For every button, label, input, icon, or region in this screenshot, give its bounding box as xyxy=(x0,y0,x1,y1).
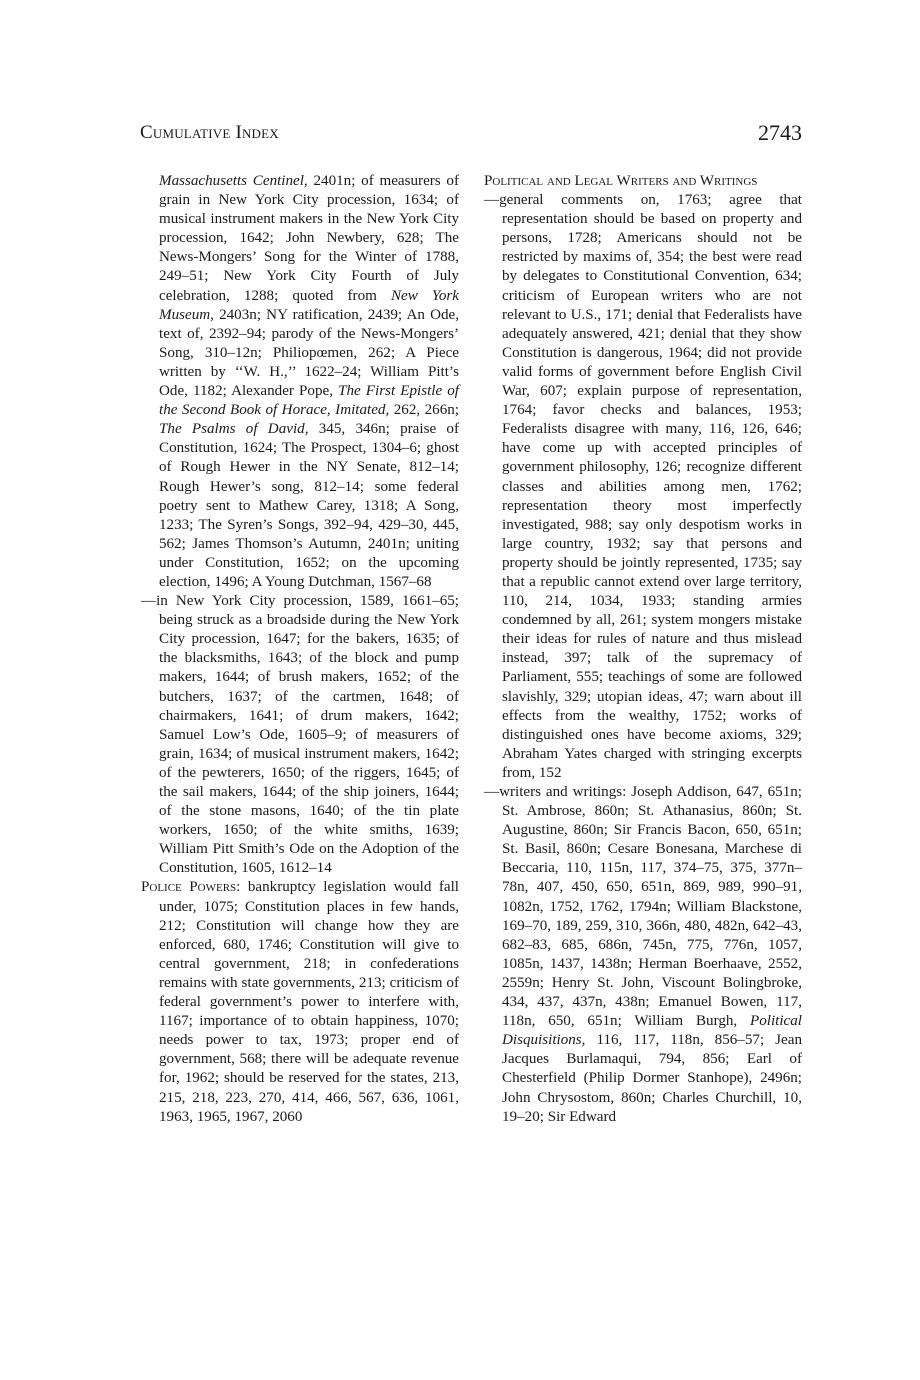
left-column xyxy=(141,172,459,1127)
italic-title: The Psalms of David, xyxy=(159,421,309,438)
italic-title: New York Museum, xyxy=(159,287,459,323)
entry-text: 345, 346n; praise of Constitution, 1624; The Prospect, 1304–6; ghost of Rough Hewer in the NY Senate, 812–14; Rough Hewer’s song, 812–14; some federal poetry sent to Mathew Carey, 1318; A Song, 1233; The Syren’s Songs, 392–94, 429–30, 445, 562; James Thomson’s Autumn, 2401n; uniting under Constitution, 1652; on the upcoming election, 1496; A Young Dutchman, 1567–68 xyxy=(159,421,459,590)
entry-heading: Political and Legal Writers and Writings xyxy=(484,173,758,189)
page-number: 2743 xyxy=(758,120,802,145)
writers-subentry xyxy=(484,783,802,1127)
entry-text: —writers and writings: Joseph Addison, 647, 651n; St. Ambrose, 860n; St. Athanasius, 860n; St. Augustine, 860n; Sir Francis Bacon, 650, 651n; St. Basil, 860n; Cesare Bonesana, Marchese di Beccaria, 110, 115n, 117, 374–75, 375, 377n–78n, 407, 450, 650, 651n, 869, 989, 990–91, 1082n, 1752, 1762, 1794n; William Blackstone, 169–70, 189, 259, 310, 366n, 480, 482n, 642–43, 682–83, 685, 686n, 745n, 775, 776n, 1057, 1085n, 1437, 1438n; Herman Boerhaave, 2552, 2559n; Henry St. John, Viscount Bolingbroke, 434, 437, 437n, 438n; Emanuel Bowen, 117, 118n, 650, 651n; William Burgh, xyxy=(484,784,802,1030)
entry-text: 116, 117, 118n, 856–57; Jean Jacques Burlamaqui, 794, 856; Earl of Chesterfield (Philip Dormer Stanhope), 2496n; John Chrysostom, 860n; Charles Churchill, 10, 19–20; Sir Edward xyxy=(502,1032,802,1125)
procession-subentry: —in New York City procession, 1589, 1661–65; being struck as a broadside during the New York City procession, 1647; for the bakers, 1635; of the blacksmiths, 1643; of the block and pump makers, 1644; of brush makers, 1652; of the butchers, 1637; of the cartmen, 1648; of chairmakers, 1641; of drum makers, 1642; Samuel Low’s Ode, 1605–9; of measurers of grain, 1634; of musical instrument makers, 1642; of the pewterers, 1650; of the riggers, 1645; of the sail makers, 1644; of the ship joiners, 1644; of the stone masons, 1640; of the tin plate workers, 1650; of the white smiths, 1639; William Pitt Smith’s Ode on the Adoption of the Constitution, 1605, 1612–14 xyxy=(141,593,459,877)
entry-text: 2403n; NY ratification, 2439; An Ode, text of, 2392–94; parody of the News-Mongers’ Song, 310–12n; Philiopœmen, 262; A Piece written by ‘‘W. H.,’’ 1622–24; William Pitt’s Ode, 1182; Alexander Pope, xyxy=(159,306,459,400)
general-comments-subentry: —general comments on, 1763; agree that representation should be based on property and persons, 1728; Americans should not be restricted by maxims of, 354; the best were read by delegates to Constitutional Convention, 634; criticism of European writers who are not relevant to U.S., 171; denial that Federalists have adequately answered, 421; denial that they show Constitution is dangerous, 1964; did not provide valid forms of government before English Civil War, 607; explain purpose of representation, 1764; favor checks and balances, 1953; Federalists disagree with many, 116, 126, 646; have come up with accepted principles of government philosophy, 126; recognize different classes and abilities among men, 1762; representation theory most imperfectly investigated, 988; say only despotism works in large country, 1932; say that persons and property should be jointly represented, 1735; say that a republic cannot extend over large territory, 110, 214, 1034, 1933; standing armies condemned by all, 261; system mongers mistake their ideas for rules of nature and thus mislead instead, 397; talk of the supremacy of Parliament, 555; teachings of some are followed slavishly, 329; utopian ideas, 47; warn about ill effects from the wealthy, 1752; works of distinguished ones have become axioms, 329; Abraham Yates charged with stringing excerpts from, 152 xyxy=(484,192,802,781)
right-column xyxy=(484,172,802,1127)
running-head: Cumulative Index xyxy=(140,122,279,143)
italic-title: Political Disquisitions, xyxy=(502,1013,802,1049)
entry-heading: Police Powers xyxy=(141,879,237,896)
italic-title: The First Epistle of the Second Book of Horace, Imitated, xyxy=(159,383,459,419)
entry-text: 2401n; of measurers of grain in New York City procession, 1634; of musical instrument makers in the New York City procession, 1642; John Newbery, 628; The News-Mongers’ Song for the Winter of 1788, 249–51; New York City Fourth of July celebration, 1288; quoted from xyxy=(159,173,459,304)
poetry-entry-continued xyxy=(141,172,459,592)
entry-text: : bankruptcy legislation would fall under, 1075; Constitution places in few hands, 212; Constitution will change how they are enforced, 680, 1746; Constitution will give to central government, 218; in confederations remains with state governments, 213; criticism of federal government’s power to interfere with, 1167; importance of to obtain happiness, 1070; needs power to tax, 1973; proper end of government, 568; there will be adequate revenue for, 1962; should be reserved for the states, 213, 215, 218, 223, 270, 414, 466, 567, 636, 1061, 1963, 1965, 1967, 2060 xyxy=(159,879,459,1125)
entry-text: 262, 266n; xyxy=(389,402,460,419)
italic-title: Massachusetts Centinel, xyxy=(159,173,308,189)
police-powers-entry xyxy=(141,878,459,1126)
